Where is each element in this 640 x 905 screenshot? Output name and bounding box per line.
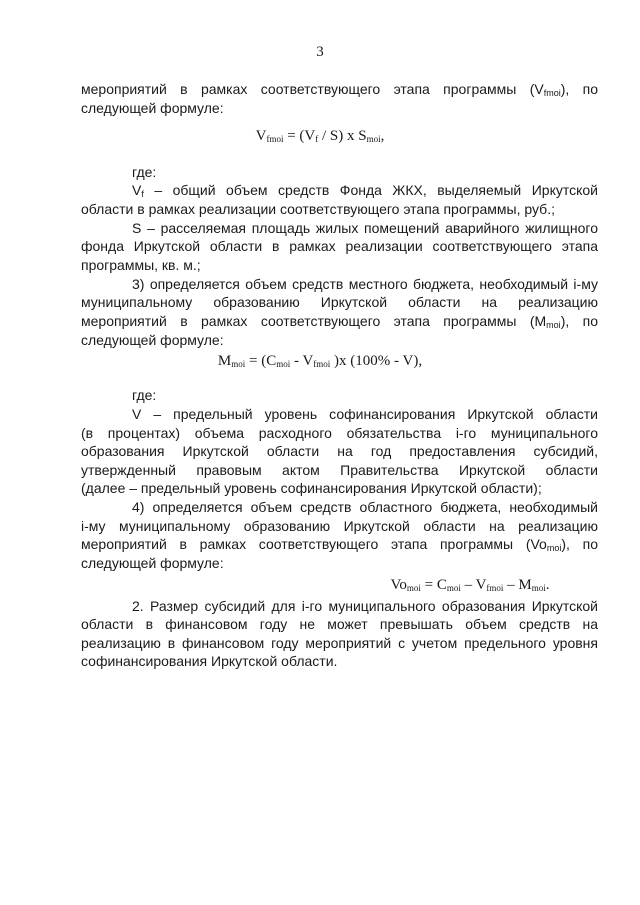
text: ), по: [561, 536, 598, 552]
formula-subscript: moi: [531, 583, 546, 593]
definition-v-line-4: утвержденный правовым актом Правительства Иркутской области: [81, 462, 598, 478]
formula-vomoi: [150, 577, 640, 594]
where-label-1: где:: [132, 164, 157, 180]
text: ), по: [560, 313, 598, 329]
formula-text: = (C: [245, 353, 277, 369]
definition-v-line-3: образования Иркутской области на год предоставления субсидий,: [81, 443, 598, 459]
text: мероприятий в рамках соответствующего этапа программы (V: [81, 81, 544, 97]
paragraph-intro-line-2: следующей формуле:: [81, 100, 224, 116]
formula-subscript: moi: [276, 359, 291, 369]
page-number: 3: [316, 44, 324, 60]
text: V: [132, 182, 142, 198]
formula-subscript: fmoi: [266, 134, 284, 144]
formula-text: = (V: [283, 128, 316, 144]
item-2-line-2: области в финансовом году не может превышать объем средств на: [81, 616, 598, 632]
item-2-line-3: реализацию в финансовом году мероприятий с учетом предельного уровня: [81, 635, 598, 651]
definition-s-line-1: S – расселяемая площадь жилых помещений аварийного жилищного: [132, 220, 598, 236]
where-label-2: где:: [132, 387, 157, 403]
formula-text: M: [217, 353, 232, 369]
formula-mmoi: [0, 353, 640, 370]
item-3-line-1: 3) определяется объем средств местного бюджета, необходимый i-му: [132, 276, 598, 292]
formula-subscript: f: [315, 134, 319, 144]
subscript: moi: [546, 543, 562, 553]
formula-subscript: moi: [231, 359, 246, 369]
formula-text: Vo: [390, 577, 407, 593]
definition-s-line-3: программы, кв. м.;: [81, 257, 201, 273]
formula-subscript: moi: [366, 134, 381, 144]
definition-v-line-5: (далее – предельный уровень софинансирования Иркутской области);: [81, 480, 542, 496]
formula-text: – V: [460, 577, 487, 593]
formula-text: – M: [503, 577, 532, 593]
subscript: f: [141, 189, 144, 199]
definition-vf-line-2: области в рамках реализации соответствующего этапа программы, руб.;: [81, 201, 555, 217]
item-2-line-1: 2. Размер субсидий для i-го муниципального образования Иркутской: [132, 598, 598, 614]
item-3-line-3: [81, 312, 598, 331]
formula-text: .: [545, 577, 550, 593]
formula-text: ,: [380, 128, 385, 144]
text: мероприятий в рамках соответствующего этапа программы (Vo: [81, 536, 547, 552]
formula-text: )x (100% - V),: [330, 353, 423, 369]
formula-subscript: moi: [446, 583, 461, 593]
item-3-line-2: муниципальному образованию Иркутской области на реализацию: [81, 294, 598, 310]
definition-v-line-1: V – предельный уровень софинансирования Иркутской области: [132, 406, 598, 422]
item-4-line-1: 4) определяется объем средств областного бюджета, необходимый: [132, 499, 598, 515]
item-4-line-2: i-му муниципальному образованию Иркутской области на реализацию: [81, 518, 598, 534]
formula-text: - V: [290, 353, 314, 369]
formula-subscript: fmoi: [313, 359, 331, 369]
definition-vf-line-1: [81, 181, 598, 200]
subscript: fmoi: [543, 88, 561, 98]
formula-text: V: [255, 128, 267, 144]
formula-text: = C: [420, 577, 447, 593]
definition-v-line-2: (в процентах) объема расходного обязательства i-го муниципального: [81, 425, 598, 441]
formula-text: / S) x S: [318, 128, 367, 144]
item-4-line-4: следующей формуле:: [81, 555, 224, 571]
item-2-line-4: софинансирования Иркутской области.: [81, 653, 338, 669]
text: мероприятий в рамках соответствующего этапа программы (M: [81, 313, 547, 329]
definition-s-line-2: фонда Иркутской области в рамках реализации соответствующего этапа: [81, 238, 598, 254]
formula-vfmoi: [0, 128, 640, 145]
item-4-line-3: [81, 535, 598, 554]
paragraph-intro-line-1: [81, 80, 598, 99]
formula-subscript: fmoi: [486, 583, 504, 593]
formula-subscript: moi: [406, 583, 421, 593]
text: – общий объем средств Фонда ЖКХ, выделяемый Иркутской: [143, 182, 598, 198]
subscript: moi: [546, 320, 561, 330]
text: ), по: [560, 81, 599, 97]
item-3-line-4: следующей формуле:: [81, 332, 224, 348]
